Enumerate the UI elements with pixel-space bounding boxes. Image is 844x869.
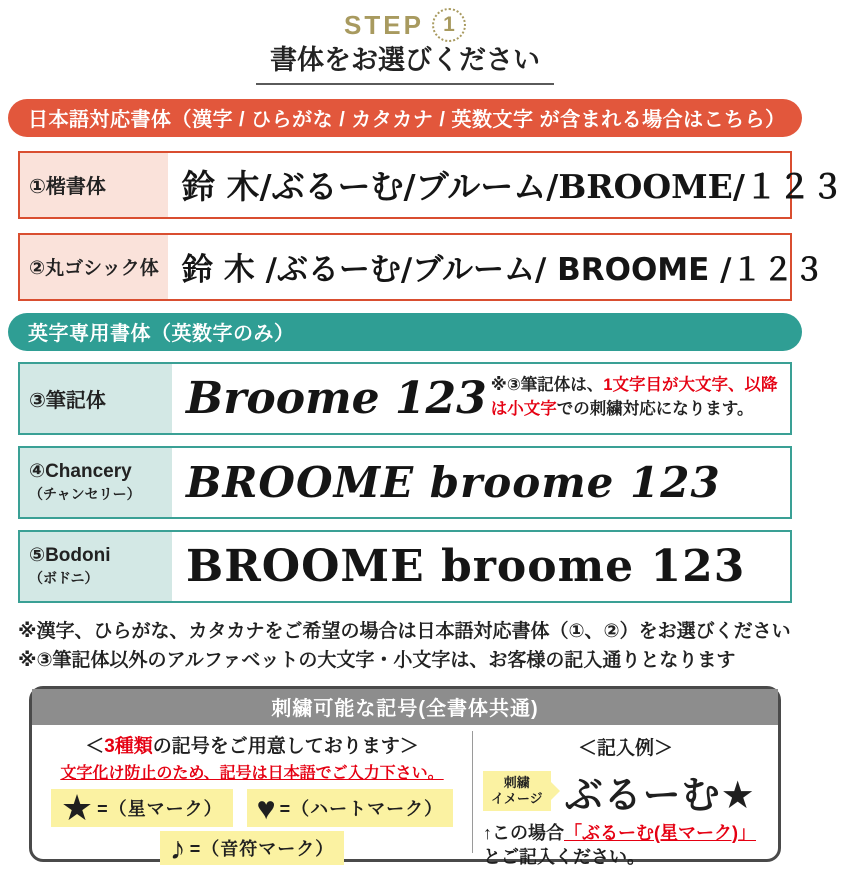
- example-heading: ＜記入例＞: [577, 737, 673, 759]
- music-note-symbol-label: =（音符マーク）: [189, 838, 335, 859]
- font-sample-script: Broome 123: [186, 372, 487, 424]
- font-label-script: ③筆記体: [20, 364, 172, 433]
- font-row-script: [18, 362, 792, 435]
- font-row-bodoni: [18, 530, 792, 603]
- step-number: 1: [443, 13, 455, 36]
- step-header: [0, 0, 810, 85]
- font-row-kaisho: [18, 151, 844, 219]
- symbols-box-header: 刺繍可能な記号(全書体共通): [32, 689, 778, 725]
- heart-symbol-label: =（ハートマーク）: [279, 798, 444, 819]
- stitch-image-tag: [483, 771, 551, 812]
- music-note-symbol-chip: [160, 831, 345, 865]
- font-label-sub: （チャンセリー）: [29, 486, 141, 503]
- symbol-chips: [38, 786, 466, 866]
- example-line: [483, 764, 768, 819]
- heart-symbol-chip: [247, 789, 454, 827]
- page-title: 書体をお選びください: [256, 44, 554, 85]
- music-note-icon: ♪: [169, 829, 186, 866]
- embroidery-example-text: ぶるーむ★: [564, 774, 756, 817]
- japanese-fonts-banner: 日本語対応書体（漢字 / ひらがな / カタカナ / 英数文字 が含まれる場合はこちら）: [8, 99, 802, 137]
- font-row-marugothic: [18, 233, 825, 301]
- font-label-sub: （ボドニ）: [29, 570, 99, 587]
- font-sample-chancery: BROOME broome 123: [186, 457, 721, 507]
- heading-pre: ＜: [85, 735, 105, 757]
- symbols-box-body: [32, 725, 778, 867]
- step-label: STEP: [344, 9, 424, 40]
- script-case-note: [487, 364, 790, 433]
- star-symbol-chip: [51, 786, 233, 828]
- heading-post: の記号をご用意しております＞: [152, 735, 419, 757]
- script-note-text: [491, 374, 782, 422]
- caption-red: 「ぶるーむ(星マーク)」: [564, 822, 756, 843]
- symbols-warning: 文字化け防止のため、記号は日本語でご入力下さい。: [60, 764, 444, 782]
- star-icon: ★: [60, 786, 94, 828]
- symbols-heading: [38, 731, 466, 758]
- font-sample-marugothic: 鈴 木 /ぶるーむ/ブルーム/ BROOME /１２３: [182, 252, 825, 289]
- font-label-main: ④Chancery: [29, 461, 132, 483]
- note-post: での刺繍対応になります。: [556, 400, 754, 419]
- font-row-chancery: [18, 446, 792, 519]
- symbols-box: [29, 686, 781, 867]
- note-red: 1文字目が大文字、以降は小文字: [490, 376, 778, 419]
- note-pre: ※③筆記体は、: [490, 376, 604, 395]
- font-label-main: ⑤Bodoni: [29, 545, 111, 567]
- heart-icon: ♥: [256, 789, 276, 826]
- tag-line-1: 刺繍: [503, 774, 530, 790]
- step-number-badge: [432, 8, 466, 42]
- caption-post: とご記入ください。: [483, 846, 645, 867]
- heading-red: 3種類: [104, 735, 153, 757]
- english-fonts-banner: 英字専用書体（英数字のみ）: [8, 313, 802, 351]
- step-line: [0, 6, 810, 44]
- footnotes: [18, 617, 792, 676]
- symbols-list-section: [32, 725, 472, 866]
- font-sample-bodoni: BROOME broome 123: [186, 540, 746, 592]
- font-label-bodoni: [20, 532, 172, 601]
- tag-line-2: イメージ: [491, 791, 543, 807]
- font-label-marugothic: ②丸ゴシック体: [20, 235, 168, 299]
- caption-pre: ↑この場合: [483, 822, 564, 843]
- footnote-japanese-fonts: ※漢字、ひらがな、カタカナをご希望の場合は日本語対応書体（①、②）をお選びください: [18, 620, 791, 642]
- footnote-letter-case: ※③筆記体以外のアルファベットの大文字・小文字は、お客様の記入通りとなります: [18, 650, 736, 672]
- example-caption: [483, 821, 768, 869]
- example-section: [472, 731, 778, 867]
- star-symbol-label: =（星マーク）: [97, 798, 223, 819]
- font-label-kaisho: ①楷書体: [20, 153, 168, 217]
- font-sample-kaisho: 鈴 木/ぶるーむ/ブルーム/BROOME/１２３: [182, 167, 844, 207]
- font-label-chancery: [20, 448, 172, 517]
